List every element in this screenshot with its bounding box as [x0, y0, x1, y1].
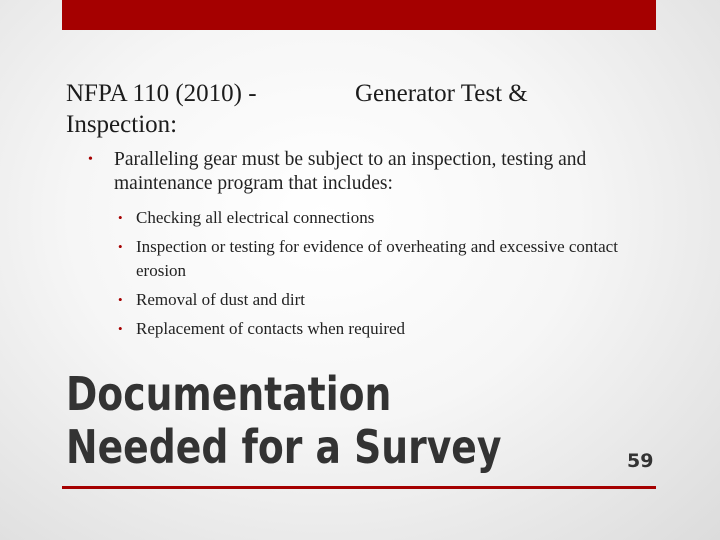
heading-line-1: NFPA 110 (2010) -	[66, 80, 257, 107]
list-item	[66, 317, 666, 341]
sub-bullet-list	[66, 206, 666, 341]
list-item	[66, 148, 666, 196]
heading-continuation: Generator Test &	[355, 80, 528, 107]
bullet-icon: •	[118, 321, 123, 336]
heading-line-2: Inspection:	[66, 111, 178, 138]
bullet-icon: •	[118, 292, 123, 307]
list-item	[66, 235, 666, 283]
sub-bullet-text: Checking all electrical connections	[136, 208, 375, 227]
bullet-icon: •	[88, 152, 93, 167]
bullet-text: Paralleling gear must be subject to an inspection, testing and maintenance program that includes:	[114, 149, 587, 194]
bottom-accent-line	[62, 486, 656, 489]
bullet-icon: •	[118, 239, 123, 254]
slide-heading	[66, 78, 626, 140]
title-line-1: Documentation	[66, 367, 392, 421]
sub-bullet-text: Inspection or testing for evidence of overheating and excessive contact erosion	[136, 237, 618, 280]
bullet-icon: •	[118, 210, 123, 225]
slide-number: 59	[627, 450, 654, 472]
slide-title	[66, 368, 501, 474]
top-accent-bar	[62, 0, 656, 30]
sub-bullet-text: Removal of dust and dirt	[136, 290, 306, 309]
title-line-2: Needed for a Survey	[66, 420, 502, 474]
bullet-list	[66, 148, 666, 346]
sub-bullet-text: Replacement of contacts when required	[136, 319, 406, 338]
list-item	[66, 206, 666, 230]
list-item	[66, 288, 666, 312]
